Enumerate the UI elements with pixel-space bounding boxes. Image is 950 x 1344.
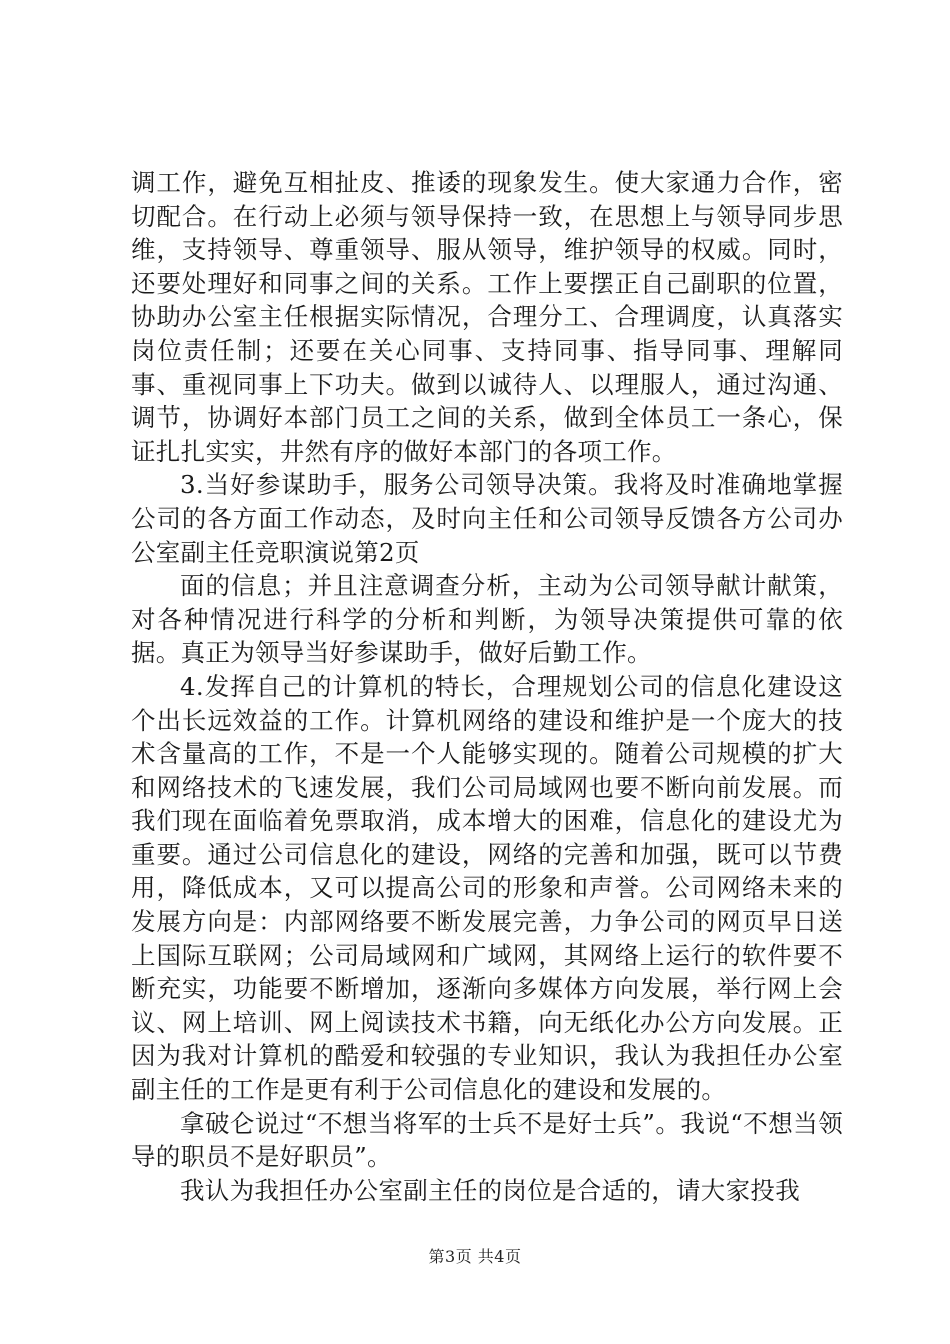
paragraph-quote: 拿破仑说过“不想当将军的士兵不是好士兵”。我说“不想当领导的职员不是好职员”。 [131,1108,843,1172]
page-number-footer: 第3页 共4页 [428,1247,522,1266]
paragraph-continuation: 调工作，避免互相扯皮、推诿的现象发生。使大家通力合作，密切配合。在行动上必须与领导保持一致，在思想上与领导同步思维，支持领导、尊重领导、服从领导，维护领导的权威。同时，还要处理好和同事之间的关系。工作上要摆正自己副职的位置，协助办公室主任根据实际情况，合理分工、合理调度，认真落实岗位责任制；还要在关心同事、支持同事、指导同事、理解同事、重视同事上下功夫。做到以诚待人、以理服人，通过沟通、调节，协调好本部门员工之间的关系，做到全体员工一条心，保证扎扎实实，井然有序的做好本部门的各项工作。 [131,168,843,466]
paragraph-item-4: 4.发挥自己的计算机的特长，合理规划公司的信息化建设这个出长远效益的工作。计算机网络的建设和维护是一个庞大的技术含量高的工作，不是一个人能够实现的。随着公司规模的扩大和网络技术的飞速发展，我们公司局域网也要不断向前发展。而我们现在面临着免票取消，成本增大的困难，信息化的建设尤为重要。通过公司信息化的建设，网络的完善和加强，既可以节费用，降低成本，又可以提高公司的形象和声誉。公司网络未来的发展方向是：内部网络要不断发展完善，力争公司的网页早日送上国际互联网；公司局域网和广域网，其网络上运行的软件要不断充实，功能要不断增加，逐渐向多媒体方向发展，举行网上会议、网上培训、网上阅读技术书籍，向无纸化办公方向发展。正因为我对计算机的酷爱和较强的专业知识，我认为我担任办公室副主任的工作是更有利于公司信息化的建设和发展的。 [131,671,843,1105]
paragraph-closing: 我认为我担任办公室副主任的岗位是合适的，请大家投我 [180,1175,800,1205]
paragraph-item-3-continued: 面的信息；并且注意调查分析，主动为公司领导献计献策，对各种情况进行科学的分析和判断，为领导决策提供可靠的依据。真正为领导当好参谋助手，做好后勤工作。 [131,571,843,668]
document-body [131,166,843,1207]
paragraph-item-3: 3.当好参谋助手，服务公司领导决策。我将及时准确地掌握公司的各方面工作动态，及时向主任和公司领导反馈各方公司办公室副主任竞职演说第2页 [131,470,843,567]
